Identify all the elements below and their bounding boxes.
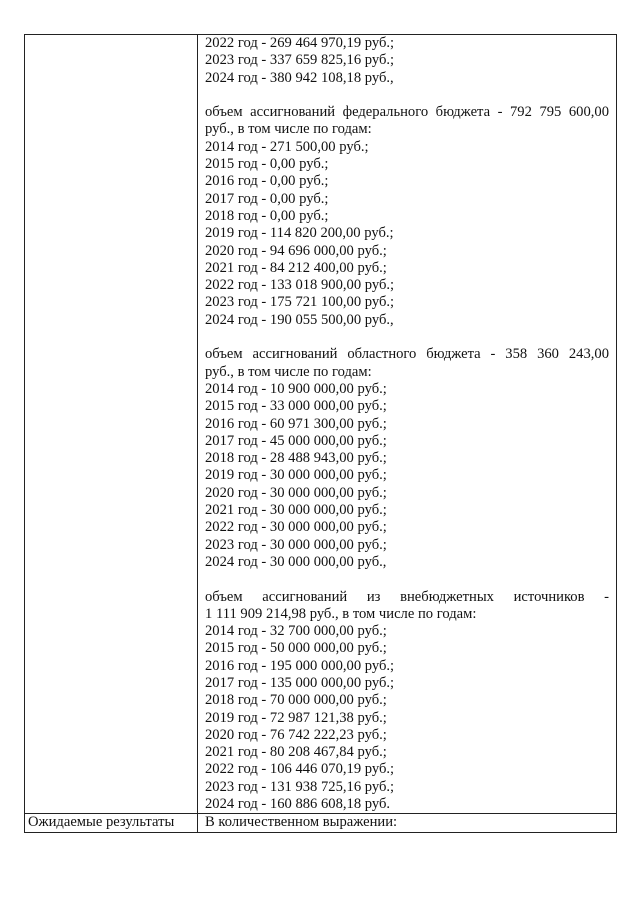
year-amount-line: 2017 год - 0,00 руб.; <box>205 190 329 207</box>
year-amount-line: 2021 год - 80 208 467,84 руб.; <box>205 744 387 761</box>
year-amount-line: 2021 год - 30 000 000,00 руб.; <box>205 502 387 519</box>
year-amount-line: 2023 год - 30 000 000,00 руб.; <box>205 536 387 553</box>
federal-intro-line2: руб., в том числе по годам: <box>205 121 372 138</box>
results-row <box>25 814 617 832</box>
year-amount-line: 2023 год - 337 659 825,16 руб.; <box>205 52 395 69</box>
year-amount-line: 2014 год - 10 900 000,00 руб.; <box>205 380 387 397</box>
regional-intro-line1: объем ассигнований областного бюджета - 358 360 243,00 <box>205 346 609 363</box>
extrabudget-year-list <box>205 623 609 813</box>
extrabudget-intro-line1: объем ассигнований из внебюджетных источников - <box>205 588 609 605</box>
year-amount-line: 2019 год - 114 820 200,00 руб.; <box>205 225 394 242</box>
year-amount-line: 2017 год - 45 000 000,00 руб.; <box>205 432 387 449</box>
year-amount-line: 2016 год - 60 971 300,00 руб.; <box>205 415 387 432</box>
year-amount-line: 2015 год - 0,00 руб.; <box>205 156 329 173</box>
year-amount-line: 2022 год - 30 000 000,00 руб.; <box>205 519 387 536</box>
year-amount-line: 2015 год - 33 000 000,00 руб.; <box>205 398 387 415</box>
year-amount-line: 2019 год - 72 987 121,38 руб.; <box>205 709 387 726</box>
year-amount-line: 2020 год - 76 742 222,23 руб.; <box>205 726 387 743</box>
top-year-list <box>205 35 609 87</box>
year-amount-line: 2022 год - 133 018 900,00 руб.; <box>205 277 395 294</box>
year-amount-line: 2016 год - 195 000 000,00 руб.; <box>205 657 395 674</box>
year-amount-line: 2018 год - 28 488 943,00 руб.; <box>205 450 387 467</box>
year-amount-line: 2022 год - 269 464 970,19 руб.; <box>205 35 395 51</box>
federal-year-list <box>205 139 609 329</box>
budget-table <box>24 34 617 833</box>
year-amount-line: 2021 год - 84 212 400,00 руб.; <box>205 259 387 276</box>
year-amount-line: 2019 год - 30 000 000,00 руб.; <box>205 467 387 484</box>
funding-details-cell <box>198 35 617 814</box>
year-amount-line: 2020 год - 30 000 000,00 руб.; <box>205 484 387 501</box>
year-amount-line: 2018 год - 0,00 руб.; <box>205 207 329 224</box>
year-amount-line: 2022 год - 106 446 070,19 руб.; <box>205 761 395 778</box>
year-amount-line: 2014 год - 271 500,00 руб.; <box>205 138 369 155</box>
results-label: Ожидаемые результаты <box>25 814 198 832</box>
year-amount-line: 2023 год - 175 721 100,00 руб.; <box>205 294 395 311</box>
year-amount-line: 2023 год - 131 938 725,16 руб.; <box>205 778 395 795</box>
year-amount-line: 2016 год - 0,00 руб.; <box>205 173 329 190</box>
year-amount-line: 2017 год - 135 000 000,00 руб.; <box>205 674 395 691</box>
regional-year-list <box>205 381 609 571</box>
year-amount-line: 2018 год - 70 000 000,00 руб.; <box>205 692 387 709</box>
year-amount-line: 2014 год - 32 700 000,00 руб.; <box>205 623 387 640</box>
year-amount-line: 2024 год - 380 942 108,18 руб., <box>205 69 394 86</box>
year-amount-line: 2020 год - 94 696 000,00 руб.; <box>205 242 387 259</box>
federal-intro-line1: объем ассигнований федерального бюджета - 792 795 600,00 <box>205 104 609 121</box>
year-amount-line: 2015 год - 50 000 000,00 руб.; <box>205 640 387 657</box>
extrabudget-intro-line2: 1 111 909 214,98 руб., в том числе по годам: <box>205 605 477 622</box>
funding-row <box>25 35 617 814</box>
year-amount-line: 2024 год - 30 000 000,00 руб., <box>205 553 387 570</box>
year-amount-line: 2024 год - 160 886 608,18 руб. <box>205 796 391 813</box>
results-value: В количественном выражении: <box>198 814 617 832</box>
regional-intro-line2: руб., в том числе по годам: <box>205 363 372 380</box>
year-amount-line: 2024 год - 190 055 500,00 руб., <box>205 311 394 328</box>
funding-label-cell <box>25 35 198 814</box>
